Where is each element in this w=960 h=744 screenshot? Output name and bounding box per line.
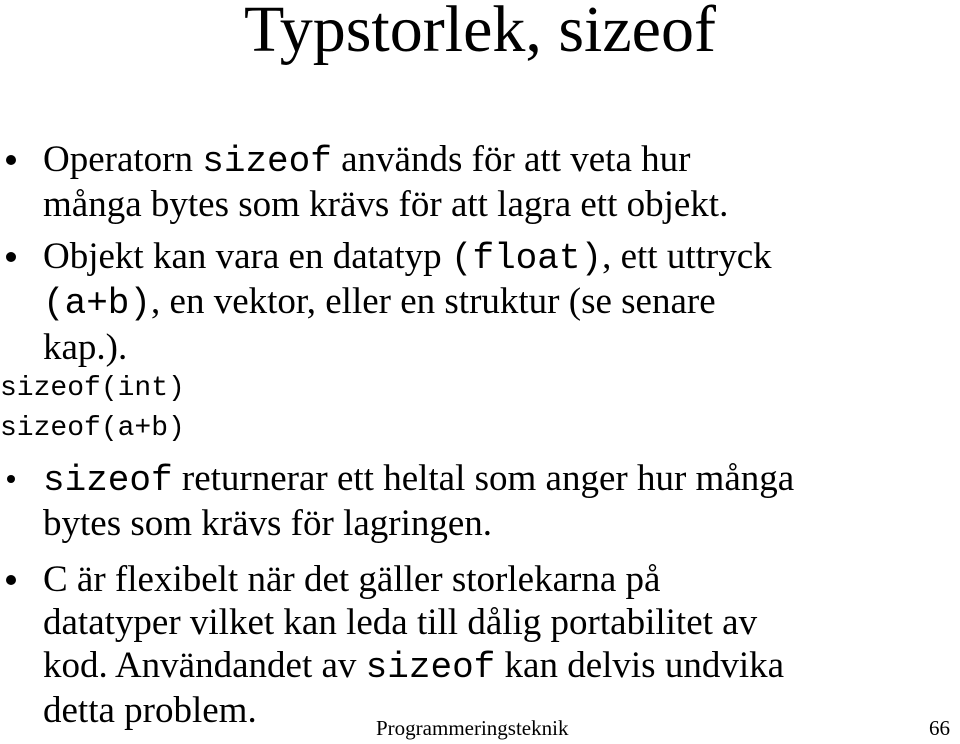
bullet-text: returnerar ett heltal som anger hur många (172, 458, 795, 499)
bullet-4-line-4: detta problem. (43, 690, 257, 731)
bullet-text: kan delvis undvika (495, 645, 785, 686)
inline-code: sizeof (365, 647, 496, 688)
code-line: sizeof(a+b) (0, 413, 185, 444)
bullet-1-line-2: många bytes som krävs för att lagra ett objekt. (43, 184, 729, 225)
bullet-text: , ett uttryck (602, 236, 772, 277)
bullet-icon (6, 252, 16, 262)
bullet-text: , en vektor, eller en struktur (se senare (151, 281, 716, 322)
bullet-2 (43, 233, 772, 372)
inline-code: (a+b) (43, 283, 152, 324)
bullet-icon (6, 575, 16, 585)
bullet-1-line-1 (43, 136, 728, 186)
bullet-2-line-1 (43, 233, 772, 283)
bullet-2-line-3: kap.). (43, 327, 128, 368)
bullet-text: Objekt kan vara en datatyp (43, 236, 451, 277)
bullet-text: används för att veta hur (331, 139, 691, 180)
bullet-icon (6, 155, 16, 165)
bullet-4-line-1: C är flexibelt när det gäller storlekarna på (43, 559, 661, 600)
inline-code: sizeof (43, 460, 173, 501)
bullet-3 (43, 455, 794, 548)
footer-course: Programmeringsteknik (376, 716, 569, 740)
bullet-text: kod. Användandet av (43, 645, 366, 686)
page-number: 66 (929, 716, 950, 740)
inline-code: sizeof (202, 141, 332, 182)
code-line: sizeof(int) (0, 373, 185, 404)
slide-title: Typstorlek, sizeof (244, 0, 716, 66)
inline-code: (float) (450, 238, 603, 279)
bullet-3-line-2: bytes som krävs för lagringen. (43, 503, 493, 544)
bullet-4-line-2: datatyper vilket kan leda till dålig portabilitet av (43, 602, 758, 643)
bullet-2-line-2 (43, 278, 772, 328)
bullet-4 (43, 556, 784, 735)
bullet-3-line-1 (43, 455, 794, 505)
bullet-icon (7, 475, 15, 483)
bullet-text: Operatorn (43, 139, 203, 180)
bullet-1 (43, 136, 728, 229)
bullet-4-line-3 (43, 642, 784, 692)
